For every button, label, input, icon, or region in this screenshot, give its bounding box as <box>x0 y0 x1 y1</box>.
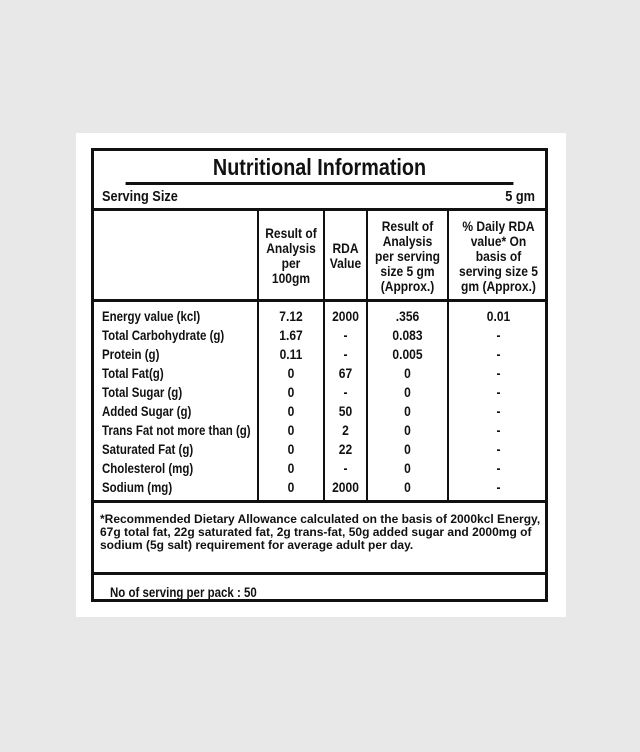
nutrient-value: - <box>343 384 348 400</box>
nutrient-value: 0 <box>404 403 411 419</box>
header-per-serving: Result of Analysis per serving size 5 gm (Approx.) <box>375 217 440 294</box>
footnote-rule <box>94 572 545 575</box>
nutrient-value: - <box>343 346 348 362</box>
footnote: *Recommended Dietary Allowance calculated on the basis of 2000kcl Energy, 67g total fat, 22g saturated fat, 2g trans-fat, 50g added sugar and 2000mg of sodium (5g salt) requirement for average adult per day. <box>100 512 541 552</box>
nutrient-value: - <box>343 460 348 476</box>
nutrient-value: 0 <box>404 460 411 476</box>
nutrient-value: .356 <box>395 308 420 324</box>
nutrient-value: 2000 <box>332 308 359 324</box>
nutrient-value: - <box>496 403 501 419</box>
nutrient-value: 0 <box>287 365 295 381</box>
nutrient-value: 0 <box>287 479 295 495</box>
nutrient-value: - <box>496 479 501 495</box>
servings-per-pack: No of serving per pack : 50 <box>110 584 257 600</box>
nutrient-name: Added Sugar (g) <box>102 403 192 419</box>
nutrient-value: 0 <box>404 479 411 495</box>
nutrient-value: 0 <box>287 460 295 476</box>
nutrient-name: Total Fat(g) <box>102 365 164 381</box>
nutrient-value: 67 <box>338 365 353 381</box>
nutrient-value: 0 <box>404 441 411 457</box>
nutrient-value: 0 <box>287 422 295 438</box>
nutrient-name: Total Carbohydrate (g) <box>102 327 225 343</box>
nutrient-value: 0.005 <box>392 346 423 362</box>
header-rule <box>94 299 545 302</box>
nutrient-value: 22 <box>338 441 353 457</box>
label-title: Nutritional Information <box>126 151 514 185</box>
nutrient-value: 0 <box>287 441 295 457</box>
header-per-100g: Result of Analysis per 100gm <box>265 225 317 286</box>
nutrient-value: - <box>496 460 501 476</box>
nutrient-value: 0 <box>287 403 295 419</box>
nutrient-value: - <box>496 327 501 343</box>
nutrient-value: - <box>496 422 501 438</box>
nutrient-value: - <box>496 384 501 400</box>
nutrient-name: Energy value (kcl) <box>102 308 201 324</box>
nutrition-label <box>91 148 548 602</box>
nutrient-value: 0.01 <box>486 308 511 324</box>
table-bottom-rule <box>94 500 545 503</box>
nutrient-value: 2 <box>342 422 349 438</box>
serving-size-row <box>94 185 545 211</box>
nutrient-name: Cholesterol (mg) <box>102 460 194 476</box>
nutrient-value: - <box>496 441 501 457</box>
serving-size-label: Serving Size <box>102 188 178 205</box>
nutrient-value: 0 <box>404 384 411 400</box>
nutrient-name: Total Sugar (g) <box>102 384 183 400</box>
nutrient-value: 2000 <box>332 479 359 495</box>
nutrient-value: 0.083 <box>392 327 423 343</box>
nutrient-value: - <box>496 365 501 381</box>
header-rda-value: RDA Value <box>329 240 362 271</box>
nutrient-name: Saturated Fat (g) <box>102 441 194 457</box>
nutrient-value: - <box>343 327 348 343</box>
serving-size-value: 5 gm <box>505 188 535 205</box>
nutrient-value: 1.67 <box>279 327 303 343</box>
nutrient-value: 0 <box>287 384 295 400</box>
nutrient-value: 0 <box>404 422 411 438</box>
header-daily-rda: % Daily RDA value* On basis of serving size 5 gm (Approx.) <box>459 217 538 294</box>
nutrient-value: - <box>496 346 501 362</box>
label-card <box>76 133 566 617</box>
nutrient-value: 7.12 <box>279 308 303 324</box>
nutrient-name: Sodium (mg) <box>102 479 173 495</box>
nutrient-value: 0 <box>404 365 411 381</box>
nutrient-name: Protein (g) <box>102 346 160 362</box>
nutrient-value: 50 <box>338 403 353 419</box>
nutrient-name: Trans Fat not more than (g) <box>102 422 251 438</box>
nutrient-value: 0.11 <box>279 346 303 362</box>
